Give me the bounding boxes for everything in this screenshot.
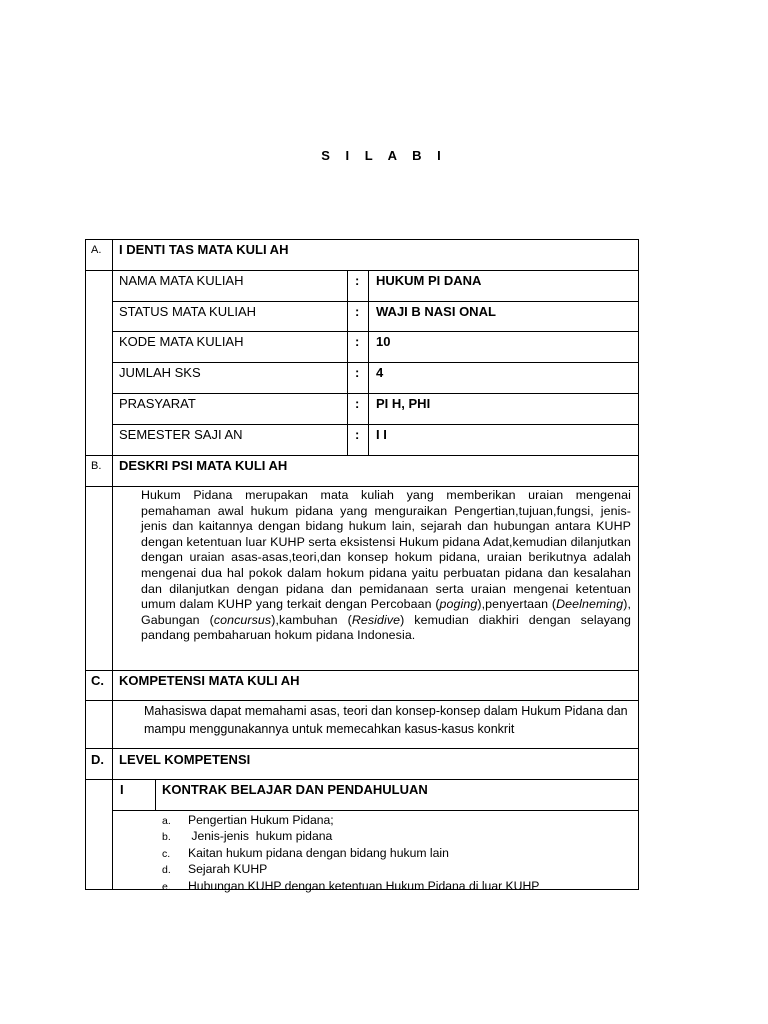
value-prasyarat: PI H, PHI (376, 396, 431, 411)
description-text: ) kemudian diakhiri dengan selayang pandang pembaharuan hokum pidana Indonesia. (141, 612, 632, 643)
list-item (162, 846, 632, 862)
topic-list (162, 813, 632, 895)
row-divider (85, 670, 639, 671)
section-c-letter: C. (91, 673, 104, 688)
label-nama-mata-kuliah: NAMA MATA KULIAH (119, 273, 244, 288)
list-text: Jenis-jenis hukum pidana (188, 829, 333, 844)
row-divider (85, 700, 639, 701)
colon: : (355, 334, 360, 349)
value-nama-mata-kuliah: HUKUM PI DANA (376, 273, 482, 288)
list-text: Kaitan hukum pidana dengan bidang hukum lain (188, 845, 449, 860)
label-status-mata-kuliah: STATUS MATA KULIAH (119, 304, 257, 319)
value-semester-sajian: I I (376, 427, 387, 442)
row-divider (85, 779, 639, 780)
row-divider (112, 362, 639, 363)
competency-text: Mahasiswa dapat memahami asas, teori dan konsep-konsep dalam Hukum Pidana dan mampu menggunakannya untuk memecahkan kasus-kasus konkrit (144, 704, 628, 736)
column-divider (112, 239, 113, 890)
description-text: ),kambuhan ( (271, 612, 352, 627)
section-a-letter: A. (91, 244, 102, 256)
list-text: Sejarah KUHP (188, 862, 268, 877)
column-divider (368, 270, 369, 455)
column-divider (347, 270, 348, 455)
row-divider (112, 331, 639, 332)
value-jumlah-sks: 4 (376, 365, 384, 380)
section-c-heading: KOMPETENSI MATA KULI AH (119, 673, 300, 688)
label-semester-sajian: SEMESTER SAJI AN (119, 427, 243, 442)
section-b-heading: DESKRI PSI MATA KULI AH (119, 458, 288, 473)
description-text: Hukum Pidana merupakan mata kuliah yang memberikan uraian mengenai pemahaman awal hukum pidana yang menguraikan Pengertian,tujuan,fungsi, jenis-jenis dan kaitannya dengan bidang hukum lain, sejarah dan hubungan antara KUHP dengan ketentuan luar KUHP serta eksistensi Hukum pidana Adat,kemudian dilanjutkan dengan uraian asas-asas,teori,dan konsep hokum pidana, uraian berikutnya adalah mengenai dua hal pokok dalam hokum pidana yaitu perbuatan pidana dan kesalahan dan dilanjutkan dengan pidana dan pemidanaan serta uraian mengenai ketentuan umum dalam KUHP yang terkait dengan Percobaan ( (141, 488, 631, 612)
list-letter: c. (162, 847, 171, 860)
row-divider (112, 810, 639, 811)
list-letter: b. (162, 831, 171, 844)
document-title: S I L A B I (321, 148, 447, 163)
term-concursus: concursus (213, 612, 272, 627)
term-deelneming: Deelneming (556, 597, 624, 612)
section-d-letter: D. (91, 752, 104, 767)
column-divider (155, 779, 156, 810)
term-poging: poging (439, 597, 478, 612)
row-divider (112, 424, 639, 425)
list-item (162, 862, 632, 878)
list-item (162, 879, 632, 895)
label-jumlah-sks: JUMLAH SKS (119, 365, 201, 380)
colon: : (355, 365, 360, 380)
colon: : (355, 396, 360, 411)
section-b-letter: B. (91, 460, 102, 472)
section-a-heading: I DENTI TAS MATA KULI AH (119, 242, 289, 257)
list-text: Pengertian Hukum Pidana; (188, 813, 334, 827)
colon: : (355, 304, 360, 319)
label-kode-mata-kuliah: KODE MATA KULIAH (119, 334, 244, 349)
subsection-heading: KONTRAK BELAJAR DAN PENDAHULUAN (162, 782, 428, 797)
value-kode-mata-kuliah: 10 (376, 334, 391, 349)
value-status-mata-kuliah: WAJI B NASI ONAL (376, 304, 496, 319)
row-divider (112, 393, 639, 394)
description-text: ),penyertaan ( (477, 597, 557, 612)
description-text: ), Gabungan ( (141, 597, 631, 627)
row-divider (85, 748, 639, 749)
row-divider (85, 455, 639, 456)
row-divider (85, 486, 639, 487)
subsection-number: I (120, 782, 124, 797)
list-text: Hubungan KUHP dengan ketentuan Hukum Pidana di luar KUHP (188, 878, 540, 893)
section-d-heading: LEVEL KOMPETENSI (119, 752, 251, 767)
colon: : (355, 273, 360, 288)
row-divider (85, 270, 639, 271)
label-prasyarat: PRASYARAT (119, 396, 196, 411)
term-residive: Residive (351, 612, 401, 627)
list-letter: a. (162, 815, 171, 827)
list-letter: e. (162, 880, 171, 893)
list-item (162, 813, 632, 829)
colon: : (355, 427, 360, 442)
row-divider (112, 301, 639, 302)
list-letter: d. (162, 864, 171, 877)
course-description (141, 488, 631, 644)
list-item (162, 829, 632, 845)
